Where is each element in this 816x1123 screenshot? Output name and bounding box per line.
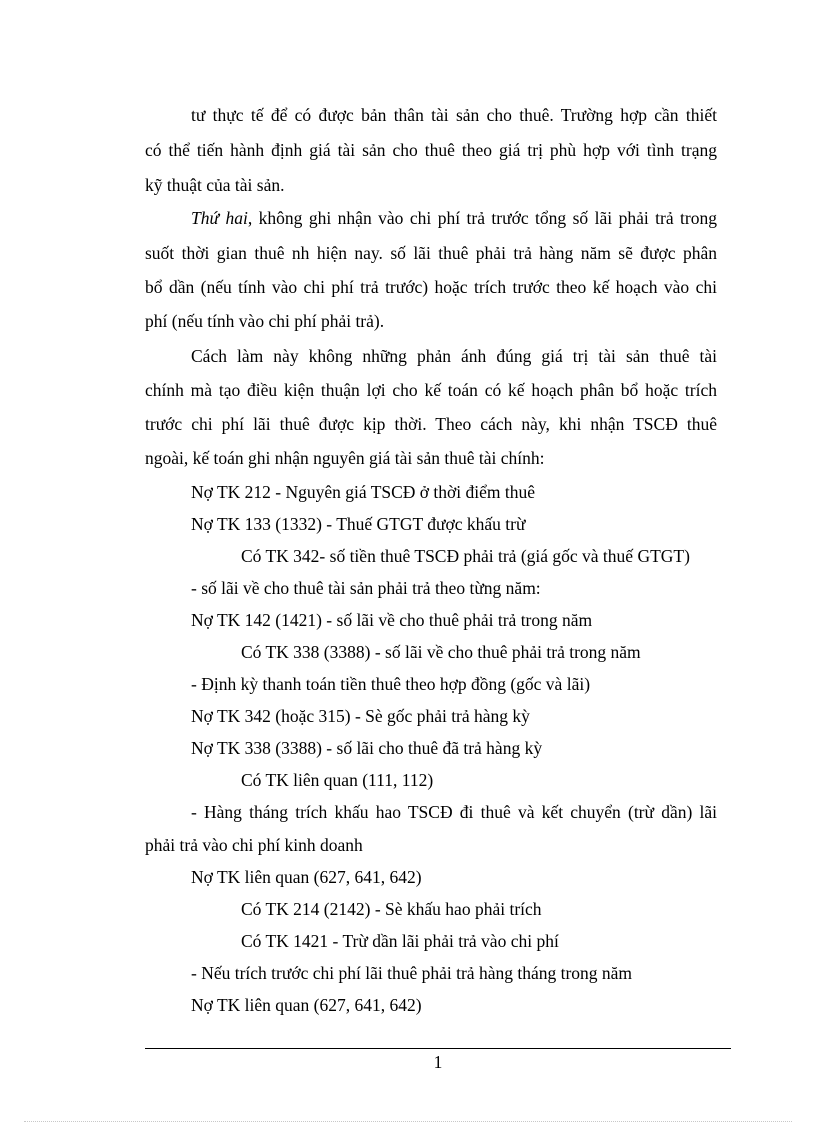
journal-entry: Nợ TK liên quan (627, 641, 642)	[191, 995, 422, 1015]
journal-entry: - Nếu trích trước chi phí lãi thuê phải trả hàng tháng trong năm	[191, 963, 633, 983]
paragraph-line: ngoài, kế toán ghi nhận nguyên giá tài sản thuê tài chính:	[145, 448, 545, 468]
emphasis-text: Thứ hai	[191, 208, 248, 228]
journal-entry: Có TK 342- số tiền thuê TSCĐ phải trả (giá gốc và thuế GTGT)	[241, 546, 690, 566]
journal-entry: - số lãi về cho thuê tài sản phải trả theo từng năm:	[191, 578, 541, 598]
journal-entry: - Định kỳ thanh toán tiền thuê theo hợp đồng (gốc và lãi)	[191, 674, 591, 694]
paragraph-line: chính mà tạo điều kiện thuận lợi cho kế toán có kế hoạch phân bổ hoặc trích	[145, 380, 717, 400]
paragraph-line: kỹ thuật của tài sản.	[145, 175, 285, 195]
journal-entry: Nợ TK liên quan (627, 641, 642)	[191, 867, 422, 887]
paragraph-line: phí (nếu tính vào chi phí phải trả).	[145, 311, 385, 331]
paragraph-line: trước chi phí lãi thuê được kịp thời. Theo cách này, khi nhận TSCĐ thuê	[145, 414, 717, 434]
page-number: 1	[433, 1052, 443, 1072]
paragraph-line: bổ dần (nếu tính vào chi phí trả trước) hoặc trích trước theo kế hoạch vào chi	[145, 277, 717, 297]
paragraph-line: tư thực tế để có được bản thân tài sản cho thuê. Trường hợp cần thiết	[191, 105, 717, 125]
paragraph-line: có thể tiến hành định giá tài sản cho thuê theo giá trị phù hợp với tình trạng	[145, 140, 717, 160]
journal-entry: phải trả vào chi phí kinh doanh	[145, 835, 363, 855]
paragraph-line	[191, 207, 717, 229]
paragraph-text: , không ghi nhận vào chi phí trả trước tổng số lãi phải trả trong	[247, 208, 717, 228]
journal-entry: Nợ TK 342 (hoặc 315) - Sè gốc phải trả hàng kỳ	[191, 706, 530, 726]
journal-entry: Có TK 1421 - Trừ dần lãi phải trả vào chi phí	[241, 931, 559, 951]
journal-entry: - Hàng tháng trích khấu hao TSCĐ đi thuê và kết chuyển (trừ dần) lãi	[191, 802, 717, 822]
paragraph-line: suốt thời gian thuê nh hiện nay. số lãi thuê phải trả hàng năm sẽ được phân	[145, 243, 717, 263]
journal-entry: Có TK 214 (2142) - Sè khấu hao phải trích	[241, 899, 542, 919]
journal-entry: Nợ TK 133 (1332) - Thuế GTGT được khấu trừ	[191, 514, 526, 534]
journal-entry: Có TK liên quan (111, 112)	[241, 770, 434, 790]
footer-divider	[145, 1048, 731, 1049]
journal-entry: Nợ TK 212 - Nguyên giá TSCĐ ở thời điểm thuê	[191, 482, 536, 502]
journal-entry: Nợ TK 142 (1421) - số lãi về cho thuê phải trả trong năm	[191, 610, 593, 630]
paragraph-line: Cách làm này không những phản ánh đúng giá trị tài sản thuê tài	[191, 346, 717, 366]
journal-entry: Có TK 338 (3388) - số lãi về cho thuê phải trả trong năm	[241, 642, 641, 662]
journal-entry: Nợ TK 338 (3388) - số lãi cho thuê đã trả hàng kỳ	[191, 738, 543, 758]
page-bottom-border	[24, 1121, 792, 1122]
